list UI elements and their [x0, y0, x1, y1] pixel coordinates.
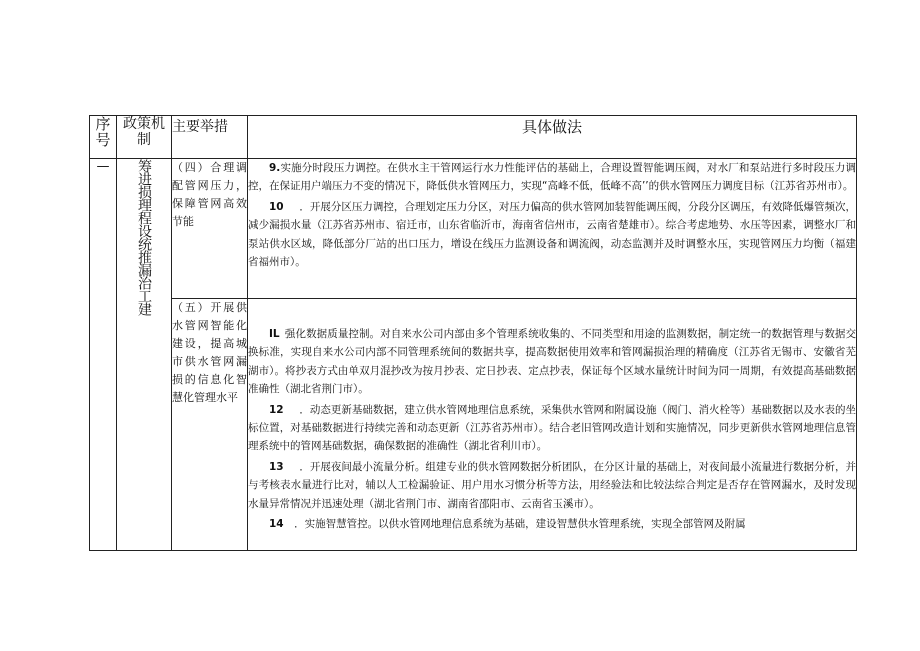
table-row [90, 159, 857, 299]
header-details: 具体做法 [248, 116, 857, 159]
measure-text: （五）开展供水管网智能化建设，提高城市供水管网漏损的信息化智慧化管理水平 [172, 301, 247, 404]
header-main-measures: 主要举措 [172, 116, 248, 159]
header-mechanism: 政策机制 [117, 116, 172, 159]
item-number: 9. [269, 162, 281, 174]
policy-table [89, 115, 857, 551]
section-seq-value: — [96, 159, 110, 174]
detail-item [248, 159, 856, 196]
section-seq [90, 159, 117, 551]
table-row [90, 299, 857, 551]
detail-cell [248, 159, 857, 299]
item-text: ．开展分区压力调控，合理划定压力分区，对压力偏高的供水管网加装智能调压阀，分段分区调压，有效降低爆管频次，减少漏损水量（江苏省苏州市、宿迁市，山东省临沂市，海南省信州市，云南省楚雄市）。综合考虑地势、水压等因素，调整水厂和泵站供水区域，降低部分厂站的出口压力，增设在线压力监测设备和调流阀，动态监测并及时调整水压，实现管网压力均衡（福建省福州市）。 [248, 200, 856, 269]
measure-cell [172, 299, 248, 551]
measure-cell [172, 159, 248, 299]
measure-text: （四）合理调配管网压力，保障管网高效节能 [172, 161, 247, 228]
item-number: 14 [269, 518, 284, 531]
detail-item [248, 325, 856, 399]
header-seq: 序号 [90, 116, 117, 159]
item-text: 强化数据质量控制。对自来水公司内部由多个管理系统收集的、不同类型和用途的监测数据，制定统一的数据管理与数据交换标准，实现自来水公司内部不同管理系统间的数据共享，提高数据使用效率和管网漏损治理的精确度（江苏省无锡市、安徽省芜湖市）。将抄表方式由单双月混抄改为按月抄表、定日抄表、定点抄表，保证每个区域水量统计时间为同一周期，有效提高基础数据准确性（湖北省荆门市）。 [248, 328, 856, 396]
item-number: 10 [269, 200, 284, 213]
item-number: 12 [269, 403, 284, 416]
section-mechanism [117, 159, 172, 551]
item-number: 13 [269, 460, 284, 473]
item-number: IL [269, 328, 280, 340]
detail-item [248, 458, 856, 513]
item-text: ．实施智慧管控。以供水管网地理信息系统为基础，建设智慧供水管理系统，实现全部管网及附属 [294, 518, 746, 531]
detail-item [248, 401, 856, 456]
item-text: ．开展夜间最小流量分析。组建专业的供水管网数据分析团队，在分区计量的基础上，对夜间最小流量进行数据分析，并与考核表水量进行比对，辅以人工检漏验证、用户用水习惯分析等方法，用经验法和比较法综合判定是否存在管网漏水，及时发现水量异常情况并迅速处理（湖北省荆门市、湖南省邵阳市、云南省玉溪市）。 [248, 460, 856, 510]
detail-item [248, 515, 856, 533]
detail-item [248, 198, 856, 272]
section-mechanism-text: 筹进损理程设统推漏治工建 [136, 159, 152, 315]
item-text: ．动态更新基础数据，建立供水管网地理信息系统，采集供水管网和附属设施（阀门、消火栓等）基础数据以及水表的坐标位置，对基础数据进行持续完善和动态更新（江苏省苏州市）。结合老旧管网改造计划和实施情况，同步更新供水管网地理信息管理系统中的管网基础数据，确保数据的准确性（湖北省利川市）。 [248, 403, 856, 453]
detail-cell [248, 299, 857, 551]
header-row [90, 116, 857, 159]
item-text: 实施分时段压力调控。在供水主干管网运行水力性能评估的基础上，合理设置智能调压阀，对水厂和泵站进行多时段压力调控，在保证用户端压力不变的情况下，降低供水管网压力，实现“高峰不低，低峰不高’’的供水管网压力调度目标（江苏省苏州市）。 [248, 162, 856, 193]
